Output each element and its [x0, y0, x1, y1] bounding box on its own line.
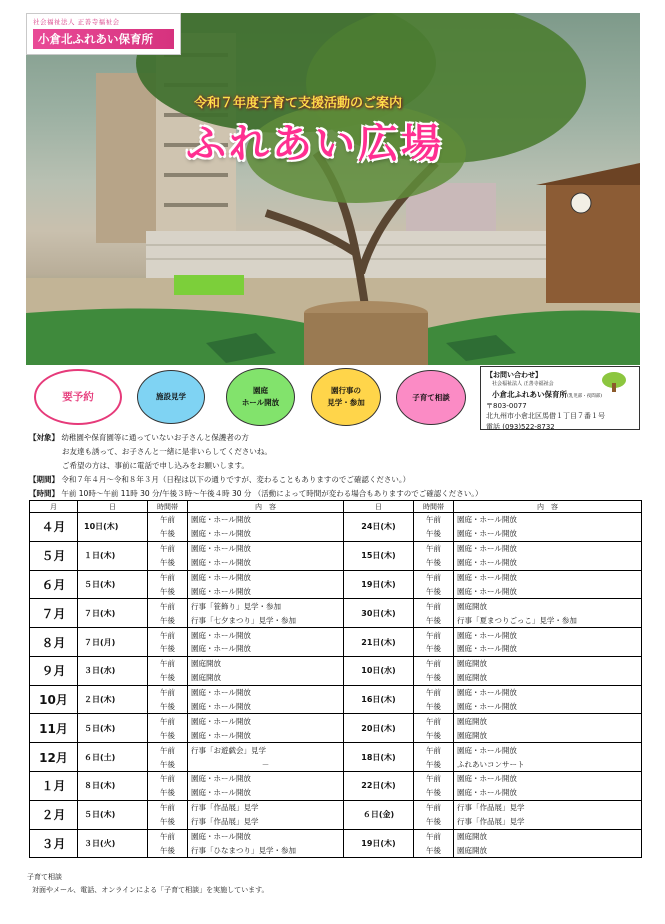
day-cell: ３日(火) — [78, 829, 148, 858]
pm-content: － — [188, 757, 344, 771]
pm-content-2: 園庭開放 — [454, 728, 642, 742]
am-label-2: 午前 — [414, 599, 454, 613]
contact-org-tag: (乳児部・夜間部) — [567, 393, 603, 399]
am-label-2: 午前 — [414, 714, 454, 728]
month-cell: ５月 — [30, 541, 78, 570]
am-content-2: 園庭開放 — [454, 656, 642, 670]
month-cell: ７月 — [30, 599, 78, 628]
header-photo — [26, 13, 640, 365]
am-label: 午前 — [148, 743, 188, 757]
slide — [174, 275, 244, 295]
am-label: 午前 — [148, 628, 188, 642]
day-cell: ６日(土) — [78, 743, 148, 772]
am-label-2: 午前 — [414, 656, 454, 670]
day-cell-2: 20日(木) — [344, 714, 414, 743]
header-content-2: 内 容 — [454, 501, 642, 513]
pm-content: 園庭・ホール開放 — [188, 728, 344, 742]
pm-content-2: 行事「作品展」見学 — [454, 815, 642, 829]
pm-label-2: 午後 — [414, 642, 454, 656]
fence-wall — [146, 231, 546, 281]
am-content: 園庭・ホール開放 — [188, 570, 344, 584]
time-line: 【時間】 午前 10時～午前 11時 30 分/午後３時～午後４時 30 分 （活動によって時間が変わる場合もありますのでご確認ください。） — [29, 489, 483, 498]
day-cell: ７日(月) — [78, 628, 148, 657]
pm-content-2: ふれあいコンサート — [454, 757, 642, 771]
table-row — [30, 541, 642, 555]
period-line: 【期間】 令和７年４月～令和８年３月（日程は以下の通りですが、変わることもありますのでご確認ください。） — [29, 475, 411, 484]
pm-label: 午後 — [148, 815, 188, 829]
page-subtitle: 令和７年度子育て支援活動のご案内 — [194, 96, 403, 111]
pm-content: 園庭・ホール開放 — [188, 700, 344, 714]
month-cell: ４月 — [30, 513, 78, 542]
logo-org-small: 社会福祉法人 正善寺福祉会 — [33, 18, 120, 26]
pm-label: 午後 — [148, 556, 188, 570]
am-content: 園庭・ホール開放 — [188, 829, 344, 843]
pm-content: 行事「七夕まつり」見学・参加 — [188, 613, 344, 627]
am-label-2: 午前 — [414, 800, 454, 814]
am-content: 園庭開放 — [188, 656, 344, 670]
schedule-table — [29, 500, 642, 858]
target-line-3: ご希望の方は、事前に電話で申し込みをお願いします。 — [62, 461, 249, 470]
day-cell-2: 22日(木) — [344, 772, 414, 801]
event-visit-circle: 園行事の 見学・参加 — [311, 368, 381, 426]
building-left — [96, 73, 156, 243]
am-content: 園庭・ホール開放 — [188, 714, 344, 728]
am-content: 園庭・ホール開放 — [188, 772, 344, 786]
header-month: 月 — [30, 501, 78, 513]
schedule-body — [30, 513, 642, 858]
pm-label: 午後 — [148, 843, 188, 857]
am-label: 午前 — [148, 599, 188, 613]
am-label: 午前 — [148, 513, 188, 527]
contact-phone[interactable]: 電話 (093)522-8732 — [486, 423, 555, 432]
day-cell-2: 15日(木) — [344, 541, 414, 570]
reservation-required-badge: 要予約 — [34, 369, 122, 425]
pm-label-2: 午後 — [414, 556, 454, 570]
am-label-2: 午前 — [414, 772, 454, 786]
pm-label-2: 午後 — [414, 584, 454, 598]
header-time: 時間帯 — [148, 501, 188, 513]
tree-logo-icon — [601, 371, 627, 393]
am-label: 午前 — [148, 714, 188, 728]
month-cell: 11月 — [30, 714, 78, 743]
pm-content: 園庭・ホール開放 — [188, 786, 344, 800]
contact-postal: 〒803-0077 — [486, 401, 527, 410]
organization-logo — [26, 13, 181, 55]
table-row — [30, 772, 642, 786]
month-cell: ８月 — [30, 628, 78, 657]
month-cell: 12月 — [30, 743, 78, 772]
month-cell: ２月 — [30, 800, 78, 829]
day-cell: ７日(木) — [78, 599, 148, 628]
month-cell: 10月 — [30, 685, 78, 714]
pm-content-2: 園庭・ホール開放 — [454, 642, 642, 656]
table-row — [30, 685, 642, 699]
am-content: 園庭・ホール開放 — [188, 628, 344, 642]
am-content: 行事「作品展」見学 — [188, 800, 344, 814]
pm-content-2: 園庭・ホール開放 — [454, 556, 642, 570]
am-label-2: 午前 — [414, 541, 454, 555]
pm-content-2: 行事「夏まつりごっこ」見学・参加 — [454, 613, 642, 627]
am-content-2: 園庭開放 — [454, 714, 642, 728]
am-content: 行事「笹飾り」見学・参加 — [188, 599, 344, 613]
pm-label-2: 午後 — [414, 786, 454, 800]
day-cell-2: 24日(木) — [344, 513, 414, 542]
pm-label-2: 午後 — [414, 843, 454, 857]
am-label: 午前 — [148, 772, 188, 786]
pm-content: 園庭・ホール開放 — [188, 527, 344, 541]
table-row — [30, 829, 642, 843]
month-cell: ３月 — [30, 829, 78, 858]
contact-address: 北九州市小倉北区馬借１丁目７番１号 — [486, 412, 605, 421]
am-content-2: 行事「作品展」見学 — [454, 800, 642, 814]
am-label: 午前 — [148, 829, 188, 843]
pm-label: 午後 — [148, 700, 188, 714]
day-cell: ２日(木) — [78, 685, 148, 714]
am-content-2: 園庭・ホール開放 — [454, 743, 642, 757]
am-label: 午前 — [148, 800, 188, 814]
am-label: 午前 — [148, 541, 188, 555]
header-day-2: 日 — [344, 501, 414, 513]
facility-tour-circle: 施設見学 — [137, 370, 205, 424]
table-row — [30, 656, 642, 670]
contact-org-name: 小倉北ふれあい保育所(乳児部・夜間部) — [492, 389, 603, 399]
am-label-2: 午前 — [414, 570, 454, 584]
am-content-2: 園庭・ホール開放 — [454, 513, 642, 527]
pm-label-2: 午後 — [414, 728, 454, 742]
am-label: 午前 — [148, 656, 188, 670]
target-line-2: お友達も誘って、お子さんと一緒に是非いらしてくださいね。 — [62, 447, 272, 456]
pm-label: 午後 — [148, 786, 188, 800]
page-title: ふれあい広場 — [186, 121, 444, 167]
planter — [304, 313, 428, 365]
am-content-2: 園庭・ホール開放 — [454, 772, 642, 786]
shed — [546, 183, 640, 303]
table-row — [30, 570, 642, 584]
day-cell: ８日(木) — [78, 772, 148, 801]
pm-content-2: 園庭開放 — [454, 671, 642, 685]
clock-icon — [571, 193, 591, 213]
table-row — [30, 513, 642, 527]
day-cell: １日(木) — [78, 541, 148, 570]
pm-label-2: 午後 — [414, 527, 454, 541]
am-label-2: 午前 — [414, 513, 454, 527]
pm-label: 午後 — [148, 757, 188, 771]
month-cell: ６月 — [30, 570, 78, 599]
pm-content-2: 園庭・ホール開放 — [454, 527, 642, 541]
day-cell-2: 18日(木) — [344, 743, 414, 772]
day-cell: ５日(木) — [78, 714, 148, 743]
pm-content-2: 園庭・ホール開放 — [454, 700, 642, 714]
contact-org-small: 社会福祉法人 正善寺福祉会 — [492, 380, 554, 387]
am-content-2: 園庭・ホール開放 — [454, 685, 642, 699]
pm-label: 午後 — [148, 642, 188, 656]
header-content: 内 容 — [188, 501, 344, 513]
pm-label-2: 午後 — [414, 700, 454, 714]
am-content: 園庭・ホール開放 — [188, 541, 344, 555]
day-cell-2: 30日(木) — [344, 599, 414, 628]
table-row — [30, 743, 642, 757]
am-content: 行事「お遊戯会」見学 — [188, 743, 344, 757]
table-row — [30, 599, 642, 613]
pm-label: 午後 — [148, 728, 188, 742]
pm-label: 午後 — [148, 527, 188, 541]
pm-label: 午後 — [148, 584, 188, 598]
pm-content: 園庭・ホール開放 — [188, 584, 344, 598]
pm-content: 行事「ひなまつり」見学・参加 — [188, 843, 344, 857]
parenting-consultation-circle: 子育て相談 — [396, 370, 466, 425]
am-content-2: 園庭・ホール開放 — [454, 628, 642, 642]
table-header-row — [30, 501, 642, 513]
day-cell-2: 21日(木) — [344, 628, 414, 657]
pm-content-2: 園庭・ホール開放 — [454, 584, 642, 598]
am-content-2: 園庭開放 — [454, 829, 642, 843]
am-label-2: 午前 — [414, 829, 454, 843]
pm-content: 園庭・ホール開放 — [188, 642, 344, 656]
pm-content-2: 園庭開放 — [454, 843, 642, 857]
day-cell-2: 16日(木) — [344, 685, 414, 714]
am-content-2: 園庭・ホール開放 — [454, 570, 642, 584]
table-row — [30, 714, 642, 728]
header-time-2: 時間帯 — [414, 501, 454, 513]
header-day: 日 — [78, 501, 148, 513]
am-label-2: 午前 — [414, 743, 454, 757]
table-row — [30, 628, 642, 642]
day-cell-2: 19日(木) — [344, 829, 414, 858]
table-row — [30, 800, 642, 814]
garden-hall-open-circle: 園庭 ホール開放 — [226, 368, 295, 426]
pm-label: 午後 — [148, 671, 188, 685]
month-cell: １月 — [30, 772, 78, 801]
target-line-1: 【対象】 幼稚園や保育園等に通っていないお子さんと保護者の方 — [29, 433, 249, 442]
day-cell: ５日(木) — [78, 800, 148, 829]
am-content-2: 園庭・ホール開放 — [454, 541, 642, 555]
month-cell: ９月 — [30, 656, 78, 685]
day-cell-2: ６日(金) — [344, 800, 414, 829]
day-cell-2: 19日(木) — [344, 570, 414, 599]
day-cell: 10日(木) — [78, 513, 148, 542]
am-label-2: 午前 — [414, 628, 454, 642]
day-cell: ５日(木) — [78, 570, 148, 599]
contact-box — [480, 366, 640, 430]
pm-label-2: 午後 — [414, 671, 454, 685]
logo-org-main: 小倉北ふれあい保育所 — [33, 29, 174, 49]
am-label: 午前 — [148, 685, 188, 699]
am-label: 午前 — [148, 570, 188, 584]
pm-label: 午後 — [148, 613, 188, 627]
pm-content: 行事「作品展」見学 — [188, 815, 344, 829]
shed-roof — [536, 163, 640, 185]
pm-content: 園庭開放 — [188, 671, 344, 685]
am-content-2: 園庭開放 — [454, 599, 642, 613]
am-content: 園庭・ホール開放 — [188, 513, 344, 527]
pm-content: 園庭・ホール開放 — [188, 556, 344, 570]
am-label-2: 午前 — [414, 685, 454, 699]
pm-label-2: 午後 — [414, 613, 454, 627]
am-content: 園庭・ホール開放 — [188, 685, 344, 699]
playground-illustration — [26, 13, 640, 365]
footer-label: 子育て相談 — [27, 873, 62, 881]
day-cell: ３日(水) — [78, 656, 148, 685]
contact-title: 【お問い合わせ】 — [486, 371, 542, 379]
day-cell-2: 10日(水) — [344, 656, 414, 685]
pm-label-2: 午後 — [414, 815, 454, 829]
footer-text: 対面やメール、電話、オンラインによる「子育て相談」を実施しています。 — [32, 886, 269, 894]
pm-content-2: 園庭・ホール開放 — [454, 786, 642, 800]
pm-label-2: 午後 — [414, 757, 454, 771]
